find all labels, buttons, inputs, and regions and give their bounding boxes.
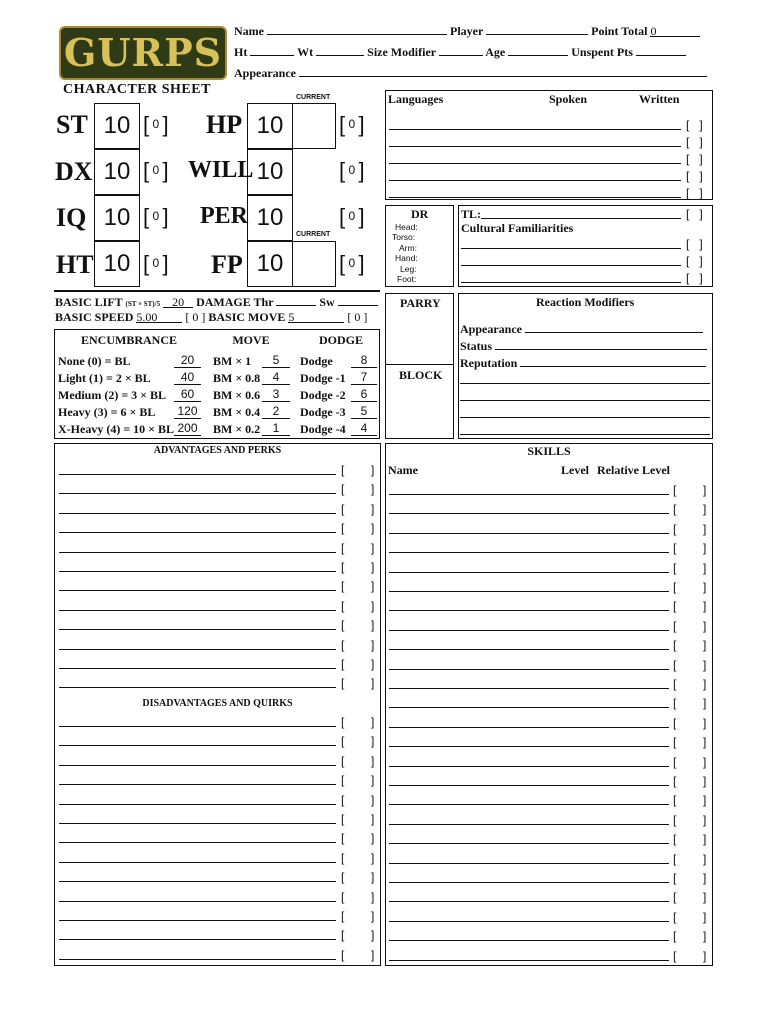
reaction-reputation-field[interactable] [520, 354, 706, 367]
advantage-bracket: [ ] [341, 773, 375, 788]
reaction-reputation-label: Reputation [460, 356, 518, 370]
advantage-bracket: [ ] [341, 734, 375, 749]
per-label: PER [200, 203, 248, 229]
skills-title: SKILLS [527, 444, 571, 458]
skill-bracket: [ ] [673, 657, 707, 672]
basic-speed-cost: 0 [192, 310, 199, 324]
fp-cost: [ 0 ] [339, 251, 365, 276]
advantage-bracket: [ ] [341, 889, 375, 904]
skill-bracket: [ ] [673, 812, 707, 827]
height-label: Ht [234, 45, 248, 59]
move-value[interactable]: 5 [262, 354, 290, 368]
weight-field[interactable] [316, 43, 364, 56]
tl-bracket: [ ] [686, 207, 703, 221]
encumbrance-level: Medium (2) = 3 × BL [58, 388, 167, 402]
advantages-title: ADVANTAGES AND PERKS [153, 445, 282, 456]
sheet-title: CHARACTER SHEET [63, 82, 211, 97]
height-field[interactable] [250, 43, 294, 56]
skill-line[interactable] [389, 882, 669, 883]
cultural-familiarities-label: Cultural Familiarities [461, 221, 574, 235]
skill-bracket: [ ] [673, 754, 707, 769]
languages-title: Languages [388, 92, 444, 106]
damage-swing-field[interactable] [338, 293, 378, 306]
advantage-bracket: [ ] [341, 560, 375, 574]
per-cost-value: 0 [348, 209, 356, 224]
skill-line[interactable] [389, 591, 669, 592]
advantage-bracket: [ ] [341, 463, 375, 477]
advantage-bracket: [ ] [341, 501, 375, 516]
move-multiplier: BM × 0.6 [213, 388, 261, 402]
dx-cost: [ 0 ] [143, 158, 169, 183]
skill-line[interactable] [389, 863, 669, 864]
unspent-pts-field[interactable] [636, 43, 686, 56]
language-bracket: [ ] [686, 186, 703, 200]
advantage-line[interactable] [59, 745, 336, 746]
skill-bracket: [ ] [673, 502, 707, 517]
skill-line[interactable] [389, 552, 669, 553]
basic-lift-field[interactable] [163, 295, 193, 308]
per-cost: [ 0 ] [339, 204, 365, 229]
name-label: Name [234, 24, 264, 38]
encumbrance-level: None (0) = BL [58, 354, 131, 368]
skill-line[interactable] [389, 533, 669, 534]
advantage-bracket: [ ] [341, 928, 375, 943]
dx-cost-value: 0 [152, 163, 160, 178]
skill-line[interactable] [389, 824, 669, 825]
advantage-bracket: [ ] [341, 831, 375, 846]
disadvantages-title: DISADVANTAGES AND QUIRKS [142, 698, 293, 709]
skill-bracket: [ ] [673, 871, 707, 885]
advantage-bracket: [ ] [341, 618, 375, 633]
move-value[interactable]: 4 [262, 371, 290, 385]
skills-relative-level-header: Relative Level [597, 463, 670, 477]
age-label: Age [485, 45, 506, 59]
per-value[interactable]: 10 [247, 195, 293, 241]
appearance-label: Appearance [234, 66, 296, 80]
skill-line[interactable] [389, 785, 669, 786]
language-line[interactable] [389, 180, 681, 181]
fp-label: FP [211, 250, 243, 279]
dr-location-label: Arm: [399, 242, 417, 253]
reaction-appearance-label: Appearance [460, 322, 522, 336]
st-value[interactable]: 10 [94, 103, 140, 149]
move-value[interactable]: 3 [262, 388, 290, 402]
advantage-line[interactable] [59, 726, 336, 727]
hp-label: HP [206, 110, 243, 139]
lift-divider [54, 290, 380, 292]
skills-name-header: Name [388, 463, 418, 477]
will-value[interactable]: 10 [247, 149, 293, 195]
reaction-modifier-line[interactable] [460, 400, 710, 401]
advantage-bracket: [ ] [341, 850, 375, 865]
lift-row [55, 293, 378, 310]
move-header: MOVE [232, 333, 270, 347]
basic-lift-formula: (ST × ST)/5 [125, 300, 161, 308]
advantage-bracket: [ ] [341, 657, 375, 671]
age-field[interactable] [508, 43, 568, 56]
advantage-bracket: [ ] [341, 715, 375, 729]
move-multiplier: BM × 0.8 [213, 371, 261, 385]
dr-location-label: Hand: [395, 253, 418, 264]
speed-row: BASIC SPEED 5.00 [ 0 ] BASIC MOVE 5 [ 0 ] [55, 310, 368, 324]
logo-text: GURPS [63, 30, 223, 75]
reaction-status-field[interactable] [495, 337, 707, 350]
encumbrance-bl-value[interactable]: 120 [174, 405, 201, 419]
advantage-line[interactable] [59, 842, 336, 843]
skill-line[interactable] [389, 669, 669, 670]
ht-label: HT [56, 250, 94, 279]
language-bracket: [ ] [686, 152, 703, 166]
iq-cost: [ 0 ] [143, 204, 169, 229]
header-row-1 [234, 22, 700, 39]
hp-current-box[interactable] [292, 103, 336, 149]
advantage-bracket: [ ] [341, 482, 375, 497]
advantage-bracket: [ ] [341, 676, 375, 691]
advantage-line[interactable] [59, 862, 336, 863]
dodge-label: Dodge -2 [300, 388, 346, 402]
advantage-line[interactable] [59, 532, 336, 533]
point-total-value: 0 [650, 24, 657, 38]
will-cost-value: 0 [348, 163, 356, 178]
block-label: BLOCK [399, 368, 443, 382]
skill-bracket: [ ] [673, 483, 707, 497]
damage-thrust-label: DAMAGE Thr [196, 295, 274, 309]
skill-line[interactable] [389, 572, 669, 573]
skill-line[interactable] [389, 921, 669, 922]
tl-label: TL: [461, 207, 482, 221]
advantage-bracket: [ ] [341, 753, 375, 768]
advantage-line[interactable] [59, 493, 336, 494]
skill-bracket: [ ] [673, 677, 707, 691]
reaction-status-label: Status [460, 339, 493, 353]
basic-lift-value: 20 [172, 295, 185, 309]
header-row-3 [234, 64, 707, 81]
skill-bracket: [ ] [673, 832, 707, 847]
skill-bracket: [ ] [673, 560, 707, 575]
move-value[interactable]: 2 [262, 405, 290, 419]
parry-block-box [385, 293, 454, 439]
dr-location-label: Torso: [392, 232, 416, 243]
skill-line[interactable] [389, 804, 669, 805]
advantage-bracket: [ ] [341, 870, 375, 885]
encumbrance-level: Light (1) = 2 × BL [58, 371, 151, 385]
skill-line[interactable] [389, 766, 669, 767]
skill-bracket: [ ] [673, 890, 707, 905]
advantage-line[interactable] [59, 823, 336, 824]
encumbrance-level: Heavy (3) = 6 × BL [58, 405, 156, 419]
language-line[interactable] [389, 197, 681, 198]
skill-bracket: [ ] [673, 735, 707, 750]
advantage-line[interactable] [59, 939, 336, 940]
skill-line[interactable] [389, 707, 669, 708]
cultural-familiarity-line[interactable] [461, 248, 681, 249]
will-cost: [ 0 ] [339, 158, 365, 183]
advantage-bracket: [ ] [341, 579, 375, 594]
basic-move-cost: 0 [354, 310, 361, 324]
skill-bracket: [ ] [673, 774, 707, 788]
reaction-modifiers-title: Reaction Modifiers [536, 295, 635, 309]
advantage-bracket: [ ] [341, 812, 375, 826]
advantage-bracket: [ ] [341, 637, 375, 652]
skill-bracket: [ ] [673, 580, 707, 594]
skill-line[interactable] [389, 610, 669, 611]
encumbrance-level: X-Heavy (4) = 10 × BL [58, 422, 174, 436]
ht-cost: [ 0 ] [143, 251, 169, 276]
written-label: Written [639, 92, 680, 106]
fp-current-label: CURRENT [296, 231, 331, 238]
ht-cost-value: 0 [152, 256, 160, 271]
reaction-modifier-line[interactable] [460, 434, 710, 435]
hp-cost-value: 0 [348, 117, 356, 132]
point-total-label: Point Total [591, 24, 648, 38]
st-cost-value: 0 [152, 117, 160, 132]
skill-line[interactable] [389, 494, 669, 495]
dr-title: DR [411, 207, 429, 221]
dodge-value[interactable]: 4 [351, 422, 377, 436]
language-bracket: [ ] [686, 118, 703, 132]
skills-level-header: Level [561, 463, 589, 477]
damage-thrust-field[interactable] [276, 293, 316, 306]
tl-field[interactable] [481, 218, 681, 219]
skill-line[interactable] [389, 649, 669, 650]
dodge-header: DODGE [318, 333, 363, 347]
skill-line[interactable] [389, 746, 669, 747]
weight-label: Wt [297, 45, 314, 59]
player-label: Player [450, 24, 484, 38]
point-total-field[interactable] [650, 24, 700, 37]
skill-line[interactable] [389, 688, 669, 689]
skill-bracket: [ ] [673, 851, 707, 866]
basic-speed-label: BASIC SPEED [55, 310, 134, 324]
dr-location-label: Foot: [397, 274, 417, 284]
encumbrance-bl-value[interactable]: 20 [174, 354, 201, 368]
skills-box [385, 443, 713, 966]
skill-bracket: [ ] [673, 929, 707, 944]
dodge-value[interactable]: 7 [351, 371, 377, 385]
size-modifier-label: Size Modifier [367, 45, 436, 59]
reaction-reputation-row [460, 354, 706, 371]
language-bracket: [ ] [686, 135, 703, 149]
skill-bracket: [ ] [673, 948, 707, 963]
fp-cost-value: 0 [348, 256, 356, 271]
advantage-line[interactable] [59, 784, 336, 785]
move-multiplier: BM × 0.4 [213, 405, 261, 419]
language-line[interactable] [389, 163, 681, 164]
advantage-bracket: [ ] [341, 521, 375, 536]
hp-current-label: CURRENT [296, 94, 331, 101]
dodge-label: Dodge -4 [300, 422, 346, 436]
dodge-label: Dodge [300, 354, 333, 368]
advantage-line[interactable] [59, 668, 336, 669]
player-field[interactable] [486, 22, 588, 35]
basic-move-value: 5 [288, 310, 295, 324]
basic-move-label: BASIC MOVE [208, 310, 286, 324]
advantage-bracket: [ ] [341, 598, 375, 613]
advantage-line[interactable] [59, 920, 336, 921]
basic-lift-label: BASIC LIFT [55, 295, 123, 309]
dodge-label: Dodge -1 [300, 371, 346, 385]
skill-line[interactable] [389, 727, 669, 728]
iq-cost-value: 0 [152, 209, 160, 224]
advantage-line[interactable] [59, 629, 336, 630]
cultural-familiarity-line[interactable] [461, 282, 681, 283]
advantage-line[interactable] [59, 571, 336, 572]
move-value[interactable]: 1 [262, 422, 290, 436]
skill-bracket: [ ] [673, 599, 707, 614]
move-multiplier: BM × 1 [213, 354, 252, 368]
move-multiplier: BM × 0.2 [213, 422, 261, 436]
damage-swing-label: Sw [319, 295, 335, 309]
fp-current-box[interactable] [292, 241, 336, 287]
reaction-modifier-line[interactable] [460, 383, 710, 384]
advantage-line[interactable] [59, 687, 336, 688]
dodge-label: Dodge -3 [300, 405, 346, 419]
skill-line[interactable] [389, 940, 669, 941]
spoken-label: Spoken [549, 92, 588, 106]
advantage-line[interactable] [59, 590, 336, 591]
parry-block-divider [385, 364, 454, 365]
language-line[interactable] [389, 146, 681, 147]
dodge-value[interactable]: 5 [351, 405, 377, 419]
skill-bracket: [ ] [673, 521, 707, 536]
st-cost: [ 0 ] [143, 112, 169, 137]
st-label: ST [56, 110, 88, 139]
skill-bracket: [ ] [673, 793, 707, 808]
appearance-field[interactable] [299, 64, 707, 77]
advantage-line[interactable] [59, 881, 336, 882]
encumbrance-bl-value[interactable]: 200 [174, 422, 201, 436]
ht-value[interactable]: 10 [94, 241, 140, 287]
skill-bracket: [ ] [673, 715, 707, 730]
dr-location-label: Leg: [400, 263, 417, 274]
hp-cost: [ 0 ] [339, 112, 365, 137]
basic-speed-field[interactable] [136, 310, 182, 323]
header-row-2 [234, 43, 686, 60]
skill-line[interactable] [389, 901, 669, 902]
advantage-line[interactable] [59, 513, 336, 514]
skill-line[interactable] [389, 960, 669, 961]
dr-location-label: Head: [395, 222, 418, 232]
skill-line[interactable] [389, 513, 669, 514]
advantage-line[interactable] [59, 649, 336, 650]
iq-value[interactable]: 10 [94, 195, 140, 241]
advantage-line[interactable] [59, 804, 336, 805]
advantage-bracket: [ ] [341, 792, 375, 807]
skill-line[interactable] [389, 630, 669, 631]
encumbrance-bl-value[interactable]: 40 [174, 371, 201, 385]
size-modifier-field[interactable] [439, 43, 483, 56]
skill-bracket: [ ] [673, 618, 707, 633]
skill-bracket: [ ] [673, 909, 707, 924]
skill-line[interactable] [389, 843, 669, 844]
iq-label: IQ [56, 203, 87, 232]
reaction-appearance-row [460, 320, 703, 337]
skill-bracket: [ ] [673, 638, 707, 653]
encumbrance-header: ENCUMBRANCE [81, 333, 177, 347]
dodge-value[interactable]: 8 [351, 354, 377, 368]
basic-speed-value: 5.00 [136, 310, 158, 324]
unspent-pts-label: Unspent Pts [571, 45, 633, 59]
advantage-bracket: [ ] [341, 540, 375, 555]
advantage-line[interactable] [59, 610, 336, 611]
will-label: WILL [188, 157, 254, 183]
hp-value[interactable]: 10 [247, 103, 293, 149]
fp-value[interactable]: 10 [247, 241, 293, 287]
gurps-logo [59, 26, 227, 80]
advantage-bracket: [ ] [341, 947, 375, 962]
cultural-familiarity-line[interactable] [461, 265, 681, 266]
cultural-familiarity-bracket: [ ] [686, 254, 703, 268]
advantage-line[interactable] [59, 474, 336, 475]
parry-label: PARRY [400, 296, 441, 310]
language-line[interactable] [389, 129, 681, 130]
advantage-line[interactable] [59, 901, 336, 902]
cultural-familiarity-bracket: [ ] [686, 271, 703, 285]
dodge-value[interactable]: 6 [351, 388, 377, 402]
advantage-line[interactable] [59, 959, 336, 960]
reaction-appearance-field[interactable] [525, 320, 703, 333]
cultural-familiarity-bracket: [ ] [686, 237, 703, 251]
advantage-bracket: [ ] [341, 909, 375, 923]
basic-move-field[interactable] [288, 310, 344, 323]
reaction-status-row [460, 337, 707, 354]
dx-value[interactable]: 10 [94, 149, 140, 195]
dx-label: DX [55, 157, 93, 186]
advantage-line[interactable] [59, 765, 336, 766]
name-field[interactable] [267, 22, 447, 35]
encumbrance-bl-value[interactable]: 60 [174, 388, 201, 402]
skill-bracket: [ ] [673, 696, 707, 711]
reaction-modifier-line[interactable] [460, 417, 710, 418]
advantage-line[interactable] [59, 552, 336, 553]
skill-bracket: [ ] [673, 541, 707, 556]
language-bracket: [ ] [686, 169, 703, 183]
